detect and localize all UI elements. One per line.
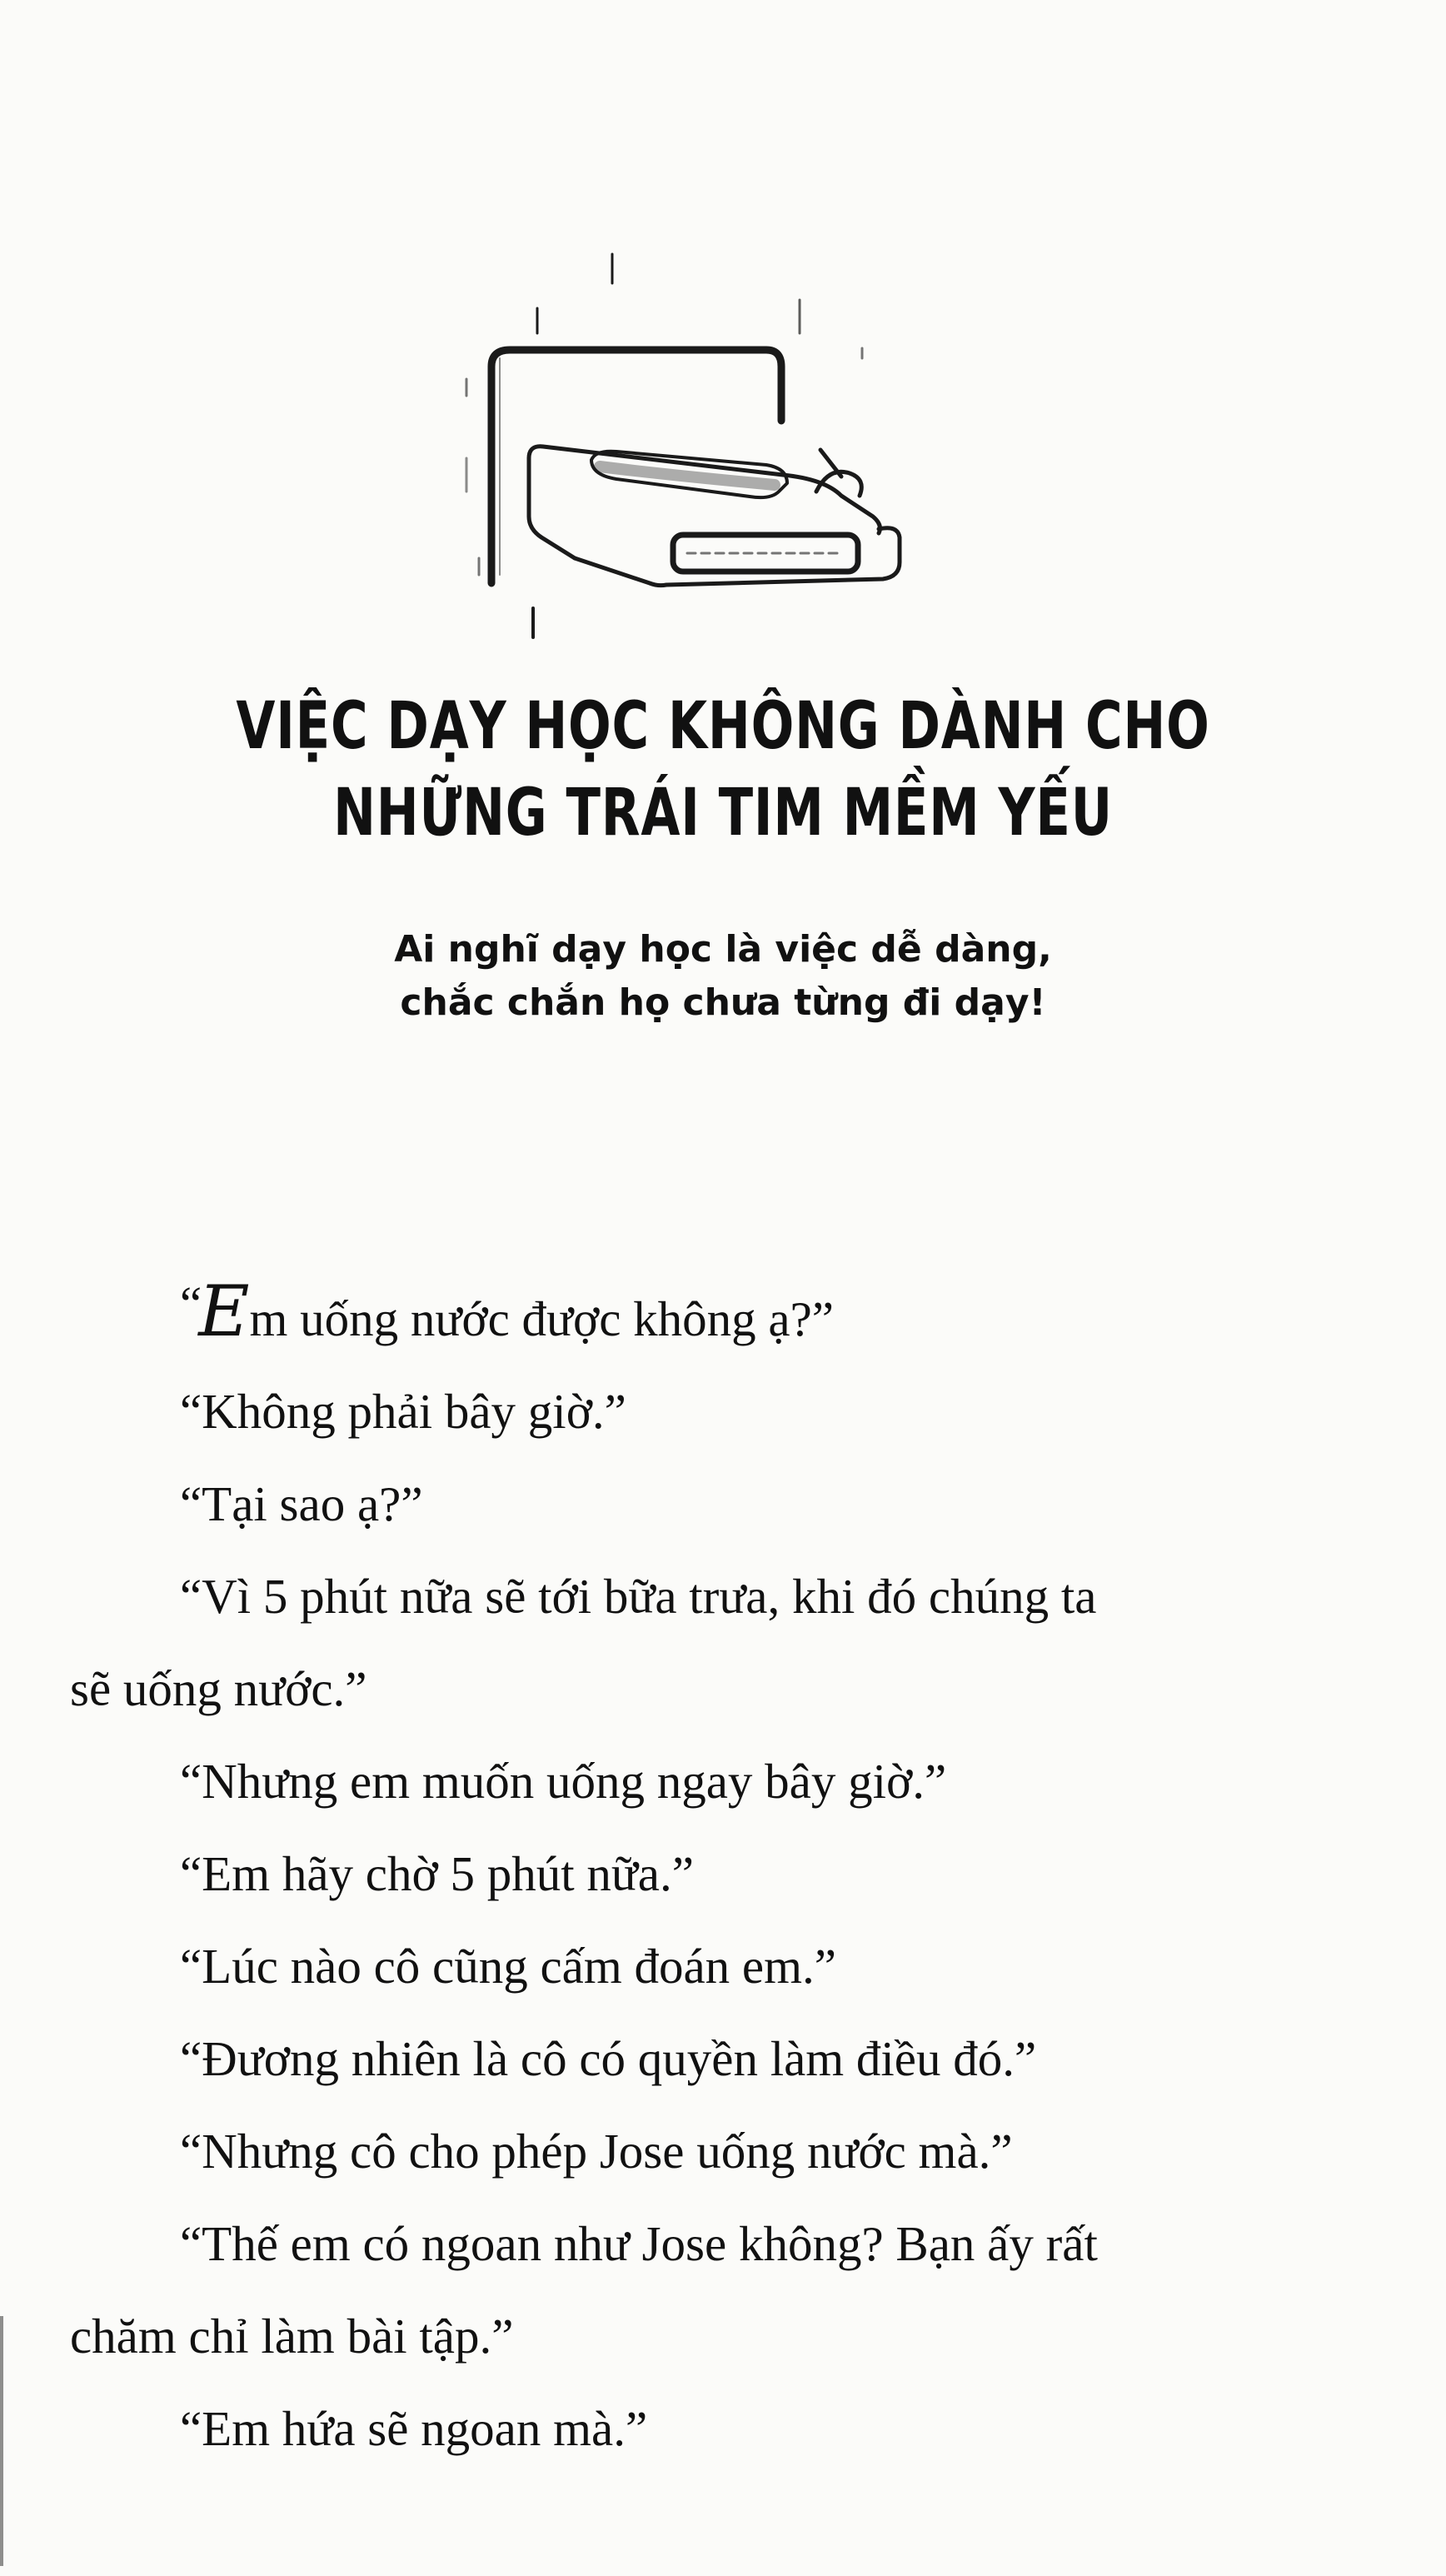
dialogue-line-continued: chăm chỉ làm bài tập.”: [70, 2309, 514, 2364]
chapter-subtitle: [0, 923, 1446, 1030]
opening-quote-mark: “: [180, 1276, 202, 1331]
dialogue-line: “Vì 5 phút nữa sẽ tới bữa trưa, khi đó chúng ta: [180, 1569, 1097, 1624]
chapter-subtitle-line-1: Ai nghĩ dạy học là việc dễ dàng,: [394, 928, 1052, 971]
dialogue-line: “Không phải bây giờ.”: [180, 1384, 626, 1439]
dialogue-line-opening: [70, 1258, 1253, 1365]
chapter-title-line-2: NHỮNG TRÁI TIM MỀM YẾU: [333, 776, 1113, 851]
dialogue-line: “Nhưng cô cho phép Jose uống nước mà.”: [180, 2124, 1013, 2179]
dialogue-line: “Nhưng em muốn uống ngay bây giờ.”: [180, 1754, 947, 1809]
chapter-title-line-1: VIỆC DẠY HỌC KHÔNG DÀNH CHO: [236, 689, 1210, 764]
opening-line-text: m uống nước được không ạ?”: [249, 1291, 834, 1346]
chapter-subtitle-line-2: chắc chắn họ chưa từng đi dạy!: [400, 981, 1046, 1024]
dialogue-line: “Đương nhiên là cô có quyền làm điều đó.”: [180, 2031, 1037, 2086]
dialogue-line: “Lúc nào cô cũng cấm đoán em.”: [180, 1939, 836, 1994]
chapter-title: [159, 683, 1287, 856]
dialogue-line: “Em hứa sẽ ngoan mà.”: [180, 2401, 648, 2456]
dialogue-line: “Thế em có ngoan như Jose không? Bạn ấy rất: [180, 2216, 1098, 2271]
dialogue-line-continued: sẽ uống nước.”: [70, 1661, 367, 1716]
dialogue-line: “Em hãy chờ 5 phút nữa.”: [180, 1846, 694, 1901]
page-edge-mark: [0, 2316, 3, 2566]
dialogue-body: [70, 1258, 1253, 2475]
drinking-fountain-icon: [450, 242, 916, 658]
dropcap-letter: E: [198, 1271, 250, 1352]
dialogue-line: “Tại sao ạ?”: [180, 1476, 423, 1531]
